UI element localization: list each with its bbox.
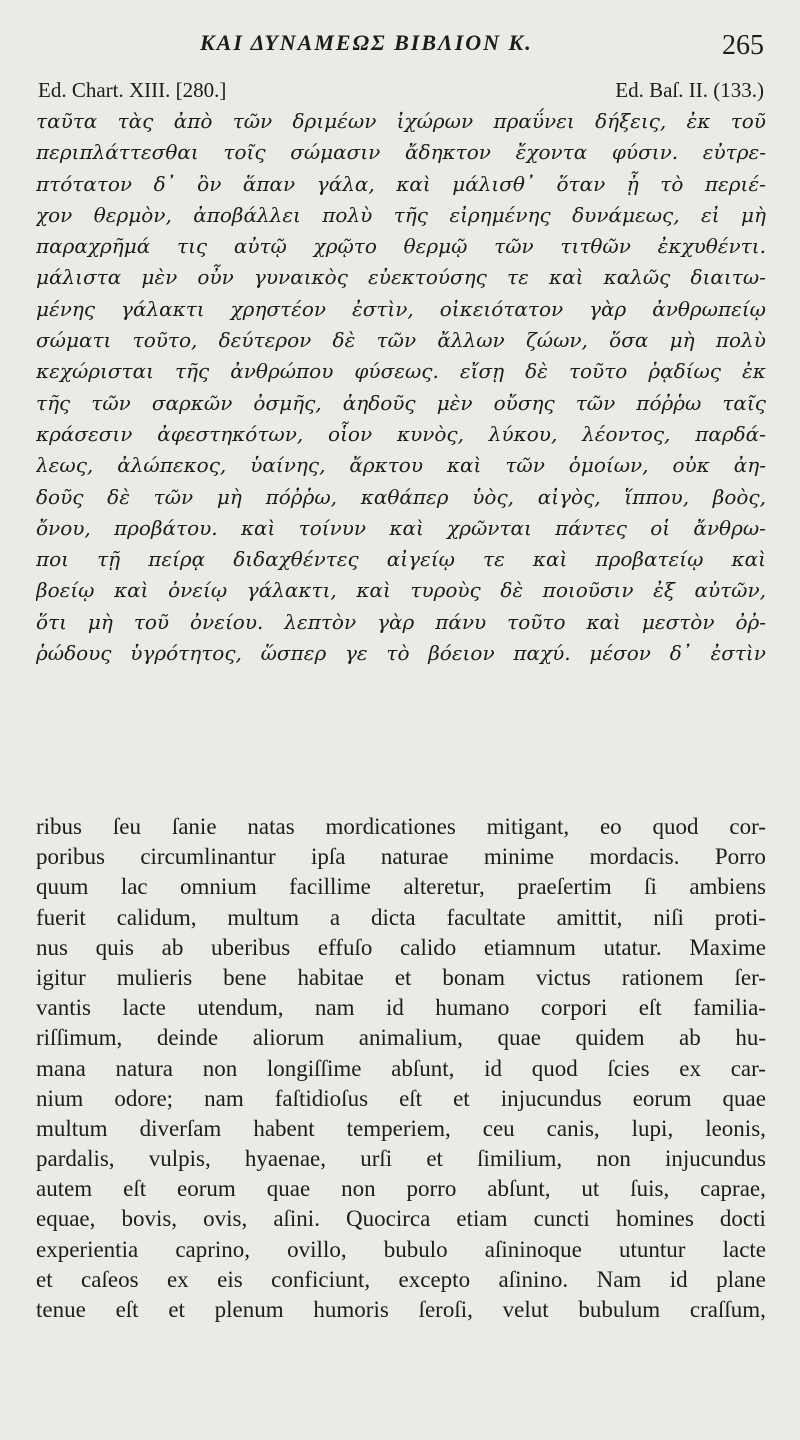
greek-text-line: ὄνου, προβάτου. καὶ τοίνυν καὶ χρῶνται πάντες οἱ ἄνθρω-: [36, 515, 766, 540]
latin-text-line: quum lac omnium facillime alteretur, praeſertim ſi ambiens: [36, 874, 766, 900]
latin-text-line: autem eſt eorum quae non porro abſunt, ut ſuis, caprae,: [36, 1176, 766, 1202]
greek-text-line: κεχώρισται τῆς ἀνθρώπου φύσεως. εἴσῃ δὲ τοῦτο ῥᾳδίως ἐκ: [36, 359, 766, 384]
greek-text-block: [36, 106, 766, 669]
latin-text-line: pardalis, vulpis, hyaenae, urſi et ſimilium, non injucundus: [36, 1146, 766, 1172]
latin-text-line: vantis lacte utendum, nam id humano corpori eſt familia-: [36, 995, 766, 1021]
latin-text-line: riſſimum, deinde aliorum animalium, quae quidem ab hu-: [36, 1025, 766, 1051]
page-number: 265: [722, 30, 764, 61]
greek-text-line: λεως, ἀλώπεκος, ὑαίνης, ἄρκτου καὶ τῶν ὁμοίων, οὐκ ἀη-: [36, 453, 766, 478]
latin-text-line: multum diverſam habent temperiem, ceu canis, lupi, leonis,: [36, 1115, 766, 1141]
greek-text-line: περιπλάττεσθαι τοῖς σώμασιν ἄδηκτον ἔχοντα φύσιν. εὐτρε-: [36, 140, 766, 165]
latin-text-line: mana natura non longiſſime abſunt, id quod ſcies ex car-: [36, 1055, 766, 1081]
greek-text-line: δοῦς δὲ τῶν μὴ πόῤῥω, καθάπερ ὑὸς, αἰγὸς, ἵππου, βοὸς,: [36, 484, 766, 509]
greek-text-line: μένης γάλακτι χρηστέον ἐστὶν, οἰκειότατον γὰρ ἀνθρωπείῳ: [36, 296, 766, 321]
latin-text-line: fuerit calidum, multum a dicta facultate amittit, niſi proti-: [36, 904, 766, 930]
greek-text-line: παραχρῆμά τις αὐτῷ χρῷτο θερμῷ τῶν τιτθῶν ἐκχυθέντι.: [36, 234, 766, 259]
greek-text-line: ταῦτα τὰς ἀπὸ τῶν δριμέων ἰχώρων πραΰνει δήξεις, ἐκ τοῦ: [36, 109, 766, 133]
latin-text-line: et caſeos ex eis conficiunt, excepto aſinino. Nam id plane: [36, 1266, 766, 1292]
greek-text-line: χον θερμὸν, ἀποβάλλει πολὺ τῆς εἰρημένης δυνάμεως, εἰ μὴ: [36, 202, 766, 227]
latin-text-line: equae, bovis, ovis, aſini. Quocirca etiam cuncti homines docti: [36, 1206, 766, 1232]
greek-text-line: σώματι τοῦτο, δεύτερον δὲ τῶν ἄλλων ζώων, ὅσα μὴ πολὺ: [36, 328, 766, 353]
greek-text-line: πτότατον δ᾽ ὂν ἅπαν γάλα, καὶ μάλισθ᾽ ὅταν ᾖ τὸ περιέ-: [36, 171, 766, 196]
greek-text-line: τῆς τῶν σαρκῶν ὀσμῆς, ἀηδοῦς μὲν οὔσης τῶν πόῤῥω ταῖς: [36, 390, 766, 415]
latin-text-line: experientia caprino, ovillo, bubulo aſininoque utuntur lacte: [36, 1236, 766, 1262]
latin-text-block: [36, 812, 766, 1325]
greek-text-line: ῥώδους ὑγρότητος, ὥσπερ γε τὸ βόειον παχύ. μέσον δ᾽ ἐστὶν: [36, 641, 766, 666]
running-title: ΚΑΙ ΔΥΝΑΜΕΩΣ ΒΙΒΛΙΟΝ Κ.: [200, 30, 533, 55]
greek-text-line: ὅτι μὴ τοῦ ὀνείου. λεπτὸν γὰρ πάνυ τοῦτο καὶ μεστὸν ὀῤ-: [36, 609, 766, 634]
latin-text-line: igitur mulieris bene habitae et bonam victus rationem ſer-: [36, 964, 766, 990]
edition-reference-left: Ed. Chart. XIII. [280.]: [38, 78, 227, 102]
greek-text-line: κράσεσιν ἀφεστηκότων, οἷον κυνὸς, λύκου, λέοντος, παρδά-: [36, 421, 766, 446]
greek-text-line: βοείῳ καὶ ὀνείῳ γάλακτι, καὶ τυροὺς δὲ ποιοῦσιν ἐξ αὐτῶν,: [36, 578, 766, 603]
latin-text-line: ribus ſeu ſanie natas mordicationes mitigant, eo quod cor-: [36, 814, 766, 839]
latin-text-line: tenue eſt et plenum humoris ſeroſi, velut bubulum craſſum,: [36, 1297, 766, 1322]
latin-text-line: nus quis ab uberibus effuſo calido etiamnum utatur. Maxime: [36, 934, 766, 960]
edition-reference-right: Ed. Baſ. II. (133.): [615, 78, 764, 102]
latin-text-line: poribus circumlinantur ipſa naturae minime mordacis. Porro: [36, 844, 766, 870]
greek-text-line: μάλιστα μὲν οὖν γυναικὸς εὐεκτούσης τε καὶ καλῶς διαιτω-: [36, 265, 766, 290]
latin-text-line: nium odore; nam faſtidioſus eſt et injucundus eorum quae: [36, 1085, 766, 1111]
greek-text-line: ποι τῇ πείρᾳ διδαχθέντες αἰγείῳ τε καὶ προβατείῳ καὶ: [36, 547, 766, 572]
